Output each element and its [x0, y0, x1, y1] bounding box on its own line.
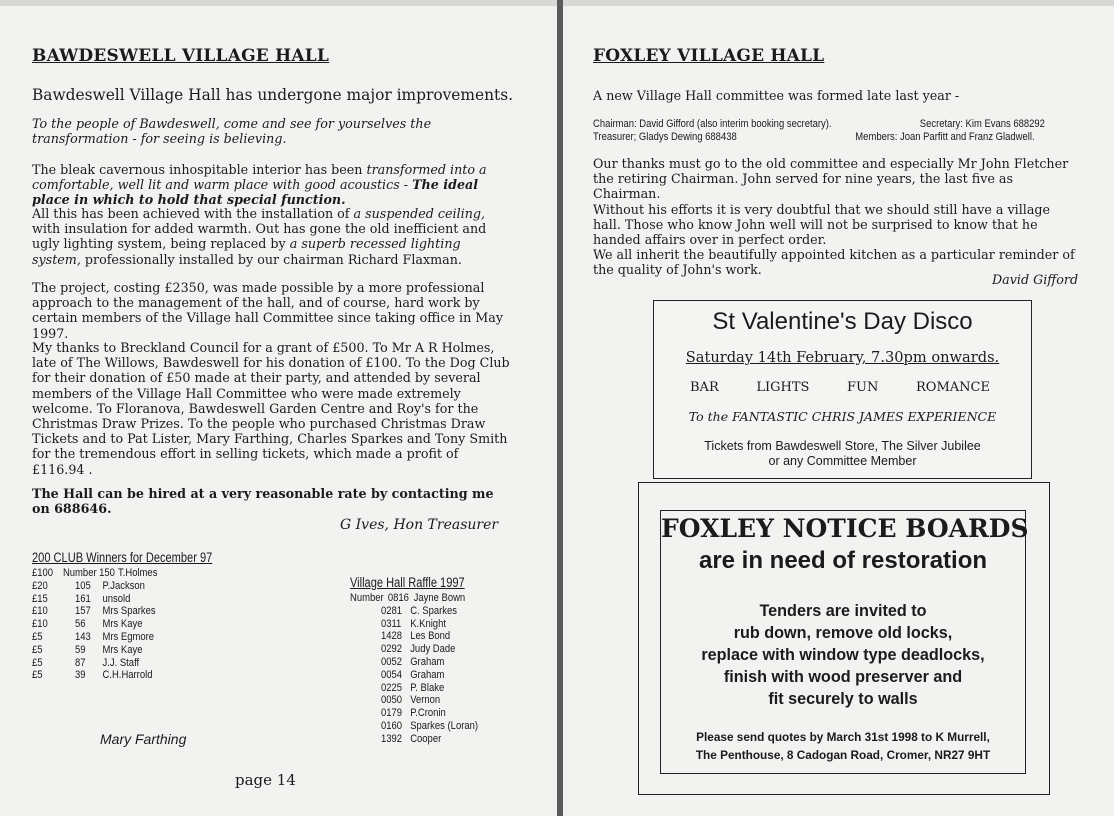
mary-signature: Mary Farthing — [100, 731, 187, 747]
club-row — [32, 605, 157, 618]
right-heading: FOXLEY VILLAGE HALL — [593, 46, 825, 66]
club-name: unsold — [102, 592, 131, 605]
club-number: 105 — [75, 579, 91, 592]
left-hire: The Hall can be hired at a very reasonable rate by contacting me on 688646. — [32, 486, 494, 517]
club-name: Mrs Sparkes — [102, 605, 156, 618]
right-intro: A new Village Hall committee was formed late last year - — [593, 88, 960, 103]
right-thanks: Our thanks must go to the old committee and especially Mr John Fletcher the retiring Chairman. John served for nine years, the last five as Chairman. — [593, 156, 1069, 202]
officers-treasurer: Treasurer; Gladys Dewing 688438 — [593, 131, 737, 143]
raffle-row — [381, 656, 478, 669]
club-number: 161 — [75, 592, 91, 605]
raffle-row — [381, 682, 478, 695]
club-prize: £10 — [32, 618, 48, 631]
disco-item-fun: FUN — [847, 380, 879, 395]
notice-title-line1: FOXLEY NOTICE BOARDS — [661, 514, 1029, 543]
club-number: 59 — [75, 643, 86, 656]
raffle-number: 0160 — [380, 719, 403, 732]
raffle-number: 1392 — [380, 732, 403, 745]
officers-members: Members: Joan Parfitt and Franz Gladwell. — [855, 131, 1035, 143]
club-prize: £10 — [32, 605, 48, 618]
disco-item-lights: LIGHTS — [756, 380, 810, 395]
raffle-number: 0052 — [380, 655, 403, 668]
raffle-row — [381, 720, 478, 733]
notice-title-line2: are in need of restoration — [698, 547, 988, 574]
club-name: Mrs Kaye — [102, 618, 143, 631]
club-number: 39 — [75, 669, 86, 682]
raffle-row — [381, 669, 478, 682]
disco-box — [653, 300, 1032, 479]
right-kitchen: We all inherit the beautifully appointed kitchen as a particular reminder of the quality of John's work. — [593, 247, 1075, 278]
club-row — [32, 657, 157, 670]
raffle-name: Cooper — [410, 732, 442, 745]
raffle-name: Sparkes (Loran) — [410, 719, 479, 732]
left-heading: BAWDESWELL VILLAGE HALL — [32, 46, 330, 66]
left-signature: G Ives, Hon Treasurer — [340, 517, 499, 533]
left-intro: Bawdeswell Village Hall has undergone major improvements. — [32, 86, 514, 104]
left-para1: The bleak cavernous inhospitable interior has been transformed into a comfortable, well lit and warm place with good acoustics - The ideal place in which to hold that special function. — [32, 162, 487, 208]
club-name: J.J. Staff — [102, 656, 140, 669]
raffle-name: P. Blake — [410, 681, 445, 694]
raffle-row — [381, 618, 478, 631]
left-para2: All this has been achieved with the installation of a suspended ceiling, with insulation for added warmth. Out has gone the old inefficient and ugly lighting system, being replaced by a superb recessed lighting system, professionally installed by our chairman Richard Flaxman. — [32, 206, 487, 267]
right-without: Without his efforts it is very doubtful that we should still have a village hall. Those who know John well will not be surprised to know that he handed affairs over in perfect order. — [593, 202, 1051, 248]
club-number: 56 — [75, 618, 86, 631]
raffle-name: Vernon — [410, 694, 441, 707]
raffle-name: Les Bond — [410, 630, 451, 643]
club-prize: £5 — [32, 630, 43, 643]
raffle-number: 0179 — [380, 707, 403, 720]
left-invite: To the people of Bawdeswell, come and see for yourselves the transformation - for seeing is believing. — [32, 116, 432, 147]
club-prize: £5 — [32, 656, 43, 669]
officers-secretary: Secretary: Kim Evans 688292 — [919, 118, 1045, 130]
club-header-row: £100 Number 150 T.Holmes — [32, 567, 158, 579]
right-page — [563, 6, 1114, 816]
raffle-number: 0311 — [380, 617, 402, 630]
disco-tickets: Tickets from Bawdeswell Store, The Silver Jubilee or any Committee Member — [704, 439, 981, 468]
raffle-name: K.Knight — [410, 617, 446, 630]
club-row — [32, 593, 157, 606]
raffle-name: P.Cronin — [410, 707, 446, 720]
tender-line: fit securely to walls — [768, 690, 918, 708]
raffle-row — [381, 643, 478, 656]
raffle-title: Village Hall Raffle 1997 — [350, 575, 465, 590]
club-table — [32, 567, 157, 682]
club-prize: £5 — [32, 669, 43, 682]
raffle-number: 0292 — [380, 643, 403, 656]
left-page — [0, 6, 557, 816]
raffle-number: 0281 — [380, 604, 403, 617]
notice-quotes: Please send quotes by March 31st 1998 to K Murrell, The Penthouse, 8 Cadogan Road, Cromer, NR27 9HT — [695, 730, 991, 762]
disco-item-bar: BAR — [690, 380, 719, 395]
tender-line: rub down, remove old locks, — [733, 624, 953, 642]
club-prize: £5 — [32, 643, 43, 656]
tender-line: replace with window type deadlocks, — [701, 646, 985, 664]
club-number: 157 — [75, 605, 91, 618]
club-row — [32, 618, 157, 631]
raffle-row — [381, 605, 478, 618]
disco-date: Saturday 14th February, 7.30pm onwards. — [685, 349, 1000, 366]
disco-title: St Valentine's Day Disco — [712, 308, 973, 335]
club-name: Mrs Egmore — [102, 630, 155, 643]
club-number: 87 — [75, 656, 86, 669]
disco-items — [690, 380, 990, 395]
club-title: 200 CLUB Winners for December 97 — [32, 550, 213, 565]
raffle-row — [381, 694, 478, 707]
left-para3: The project, costing £2350, was made possible by a more professional approach to the management of the hall, and of course, hard work by certain members of the Village hall Committee since taking office in May 1997. — [32, 280, 503, 341]
raffle-row — [381, 733, 478, 746]
raffle-name: Graham — [410, 655, 445, 668]
notice-inner-box — [660, 510, 1029, 774]
raffle-name: Graham — [410, 668, 445, 681]
club-prize: £20 — [32, 579, 48, 592]
raffle-row — [381, 630, 478, 643]
page-number: page 14 — [235, 771, 296, 789]
officers — [593, 118, 1083, 144]
club-row — [32, 631, 157, 644]
club-name: C.H.Harrold — [102, 669, 153, 682]
club-row — [32, 644, 157, 657]
raffle-row — [381, 707, 478, 720]
raffle-number: 1428 — [380, 630, 403, 643]
raffle-number: 0054 — [380, 668, 403, 681]
club-prize: £15 — [32, 592, 48, 605]
club-name: Mrs Kaye — [102, 643, 143, 656]
raffle-table — [350, 592, 478, 746]
club-number: 143 — [75, 630, 91, 643]
right-signature: David Gifford — [992, 272, 1079, 287]
disco-act: To the FANTASTIC CHRIS JAMES EXPERIENCE — [688, 409, 997, 424]
club-row — [32, 580, 157, 593]
left-para4: My thanks to Breckland Council for a grant of £500. To Mr A R Holmes, late of The Willows, Bawdeswell for his donation of £100. To the Dog Club for their donation of £50 made at their party, and attended by several members of the Village Hall Committee who were made extremely welcome. To Floranova, Bawdeswell Garden Centre and Roy's for the Christmas Draw Prizes. To the people who purchased Christmas Draw Tickets and to Pat Lister, Mary Farthing, Charles Sparkes and Tony Smith for the tremendous effort in selling tickets, which made a profit of £116.94 . — [32, 340, 510, 477]
tender-line: Tenders are invited to — [759, 602, 927, 620]
raffle-number: 0050 — [380, 694, 403, 707]
raffle-name: C. Sparkes — [410, 604, 458, 617]
notice-tender — [661, 600, 1025, 710]
notice-outer-box — [638, 482, 1050, 795]
tender-line: finish with wood preserver and — [723, 668, 963, 686]
officers-chairman: Chairman: David Gifford (also interim booking secretary). — [593, 118, 832, 130]
club-row — [32, 669, 157, 682]
raffle-number: 0225 — [380, 681, 403, 694]
raffle-name: Judy Dade — [410, 643, 456, 656]
raffle-first-row: Number 0816 Jayne Bown — [350, 592, 466, 604]
disco-item-romance: ROMANCE — [916, 380, 990, 395]
club-name: P.Jackson — [102, 579, 145, 592]
